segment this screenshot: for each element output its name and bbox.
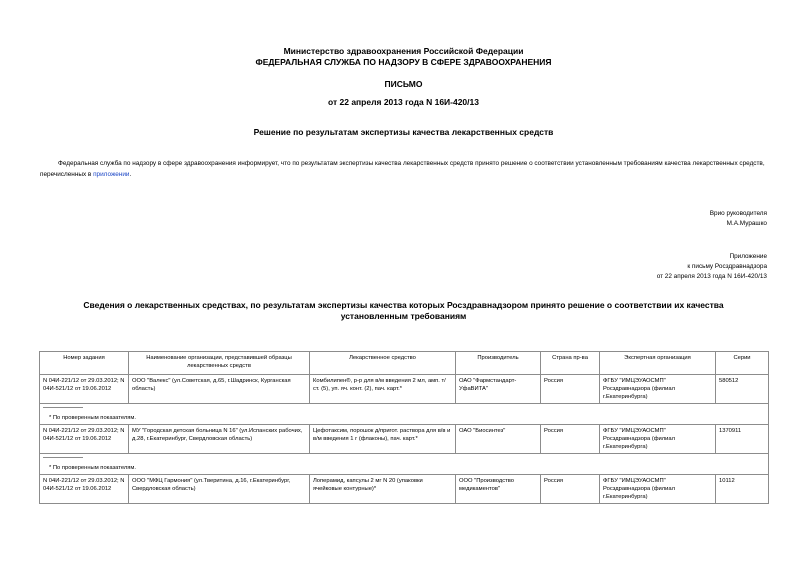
appendix-block — [657, 252, 767, 282]
cell-manufacturer: ООО "Производство медикаментов" — [456, 475, 541, 504]
header-expert-org: Экспертная организация — [600, 352, 716, 375]
document-date-number: от 22 апреля 2013 года N 16И-420/13 — [328, 97, 479, 107]
intro-end: . — [129, 171, 132, 178]
table-row — [40, 475, 769, 504]
note-divider — [43, 407, 83, 414]
cell-manufacturer: ОАО "Биосинтез" — [456, 425, 541, 454]
header-drug: Лекарственное средство — [310, 352, 456, 375]
cell-country: Россия — [541, 425, 600, 454]
cell-expert: ФГБУ "ИМЦЭУАОСМП" Росздравнадзора (филиал г.Екатеринбурга) — [600, 375, 716, 404]
cell-drug: Лоперамид, капсулы 2 мг N 20 (упаковки ячейковые контурные)* — [310, 475, 456, 504]
cell-org: МУ "Городская детская больница N 16" (ул.Испанских рабочих, д.28, г.Екатеринбург, Свердловская область) — [129, 425, 310, 454]
cell-expert: ФГБУ "ИМЦЭУАОСМП" Росздравнадзора (филиал г.Екатеринбурга) — [600, 425, 716, 454]
table-header-row — [40, 352, 769, 375]
cell-country: Россия — [541, 475, 600, 504]
header-organization: Наименование организации, представившей образцы лекарственных средств — [129, 352, 310, 375]
header-task-number: Номер задания — [40, 352, 129, 375]
cell-org: ООО "Валекс" (ул.Советская, д.65, г.Шадринск, Курганская область) — [129, 375, 310, 404]
cell-series: 580512 — [716, 375, 769, 404]
intro-paragraph — [40, 158, 770, 180]
cell-drug: Комбилипен®, р-р для в/м введения 2 мл, амп. т/ст. (5), уп. яч. конт. (2), пач. карт.* — [310, 375, 456, 404]
cell-drug: Цефотаксим, порошок д/пригот. раствора для в/в и в/м введения 1 г (флаконы), пач. карт.* — [310, 425, 456, 454]
table-note: * По проверенным показателям. — [49, 465, 136, 471]
note-divider — [43, 457, 83, 464]
table-note: * По проверенным показателям. — [49, 415, 136, 421]
table-title: Сведения о лекарственных средствах, по результатам экспертизы качества которых Росздравнадзором принято решение о соответствии их качества установленным требованиям — [83, 300, 724, 321]
header-country: Страна пр-ва — [541, 352, 600, 375]
signature-name: М.А.Мурашко — [726, 220, 767, 227]
header-series: Серии — [716, 352, 769, 375]
signature-position: Врио руководителя — [709, 210, 767, 217]
cell-series: 10112 — [716, 475, 769, 504]
table-row — [40, 425, 769, 454]
document-title: Решение по результатам экспертизы качества лекарственных средств — [253, 127, 554, 137]
appendix-link[interactable]: приложении — [93, 171, 130, 178]
drugs-table — [39, 351, 769, 504]
cell-task: N 04И-221/12 от 29.03.2012; N 04И-521/12 от 19.06.2012 — [40, 425, 129, 454]
header-manufacturer: Производитель — [456, 352, 541, 375]
cell-series: 1370911 — [716, 425, 769, 454]
cell-task: N 04И-221/12 от 29.03.2012; N 04И-521/12 от 19.06.2012 — [40, 475, 129, 504]
table-note-row — [40, 454, 769, 475]
intro-text: Федеральная служба по надзору в сфере здравоохранения информирует, что по результатам экспертизы качества лекарственных средств принято решение о соответствии установленным требованиям качества лекарственных средств, перечисленных в — [40, 160, 765, 178]
cell-expert: ФГБУ "ИМЦЭУАОСМП" Росздравнадзора (филиал г.Екатеринбурга) — [600, 475, 716, 504]
signature-block — [710, 209, 767, 229]
cell-task: N 04И-221/12 от 29.03.2012; N 04И-521/12 от 19.06.2012 — [40, 375, 129, 404]
service-name: ФЕДЕРАЛЬНАЯ СЛУЖБА ПО НАДЗОРУ В СФЕРЕ ЗДРАВООХРАНЕНИЯ — [255, 57, 552, 67]
appendix-date-number: от 22 апреля 2013 года N 16И-420/13 — [656, 273, 767, 280]
ministry-name: Министерство здравоохранения Российской Федерации — [283, 46, 524, 56]
cell-org: ООО "МФЦ Гармония" (ул.Тверитина, д.16, г.Екатеринбург, Свердловская область) — [129, 475, 310, 504]
appendix-to-letter: к письму Росздравнадзора — [687, 263, 767, 270]
document-type: ПИСЬМО — [384, 79, 423, 89]
cell-country: Россия — [541, 375, 600, 404]
table-row — [40, 375, 769, 404]
table-note-row — [40, 404, 769, 425]
appendix-label: Приложение — [729, 253, 767, 260]
cell-manufacturer: ОАО "Фармстандарт-УфаВИТА" — [456, 375, 541, 404]
